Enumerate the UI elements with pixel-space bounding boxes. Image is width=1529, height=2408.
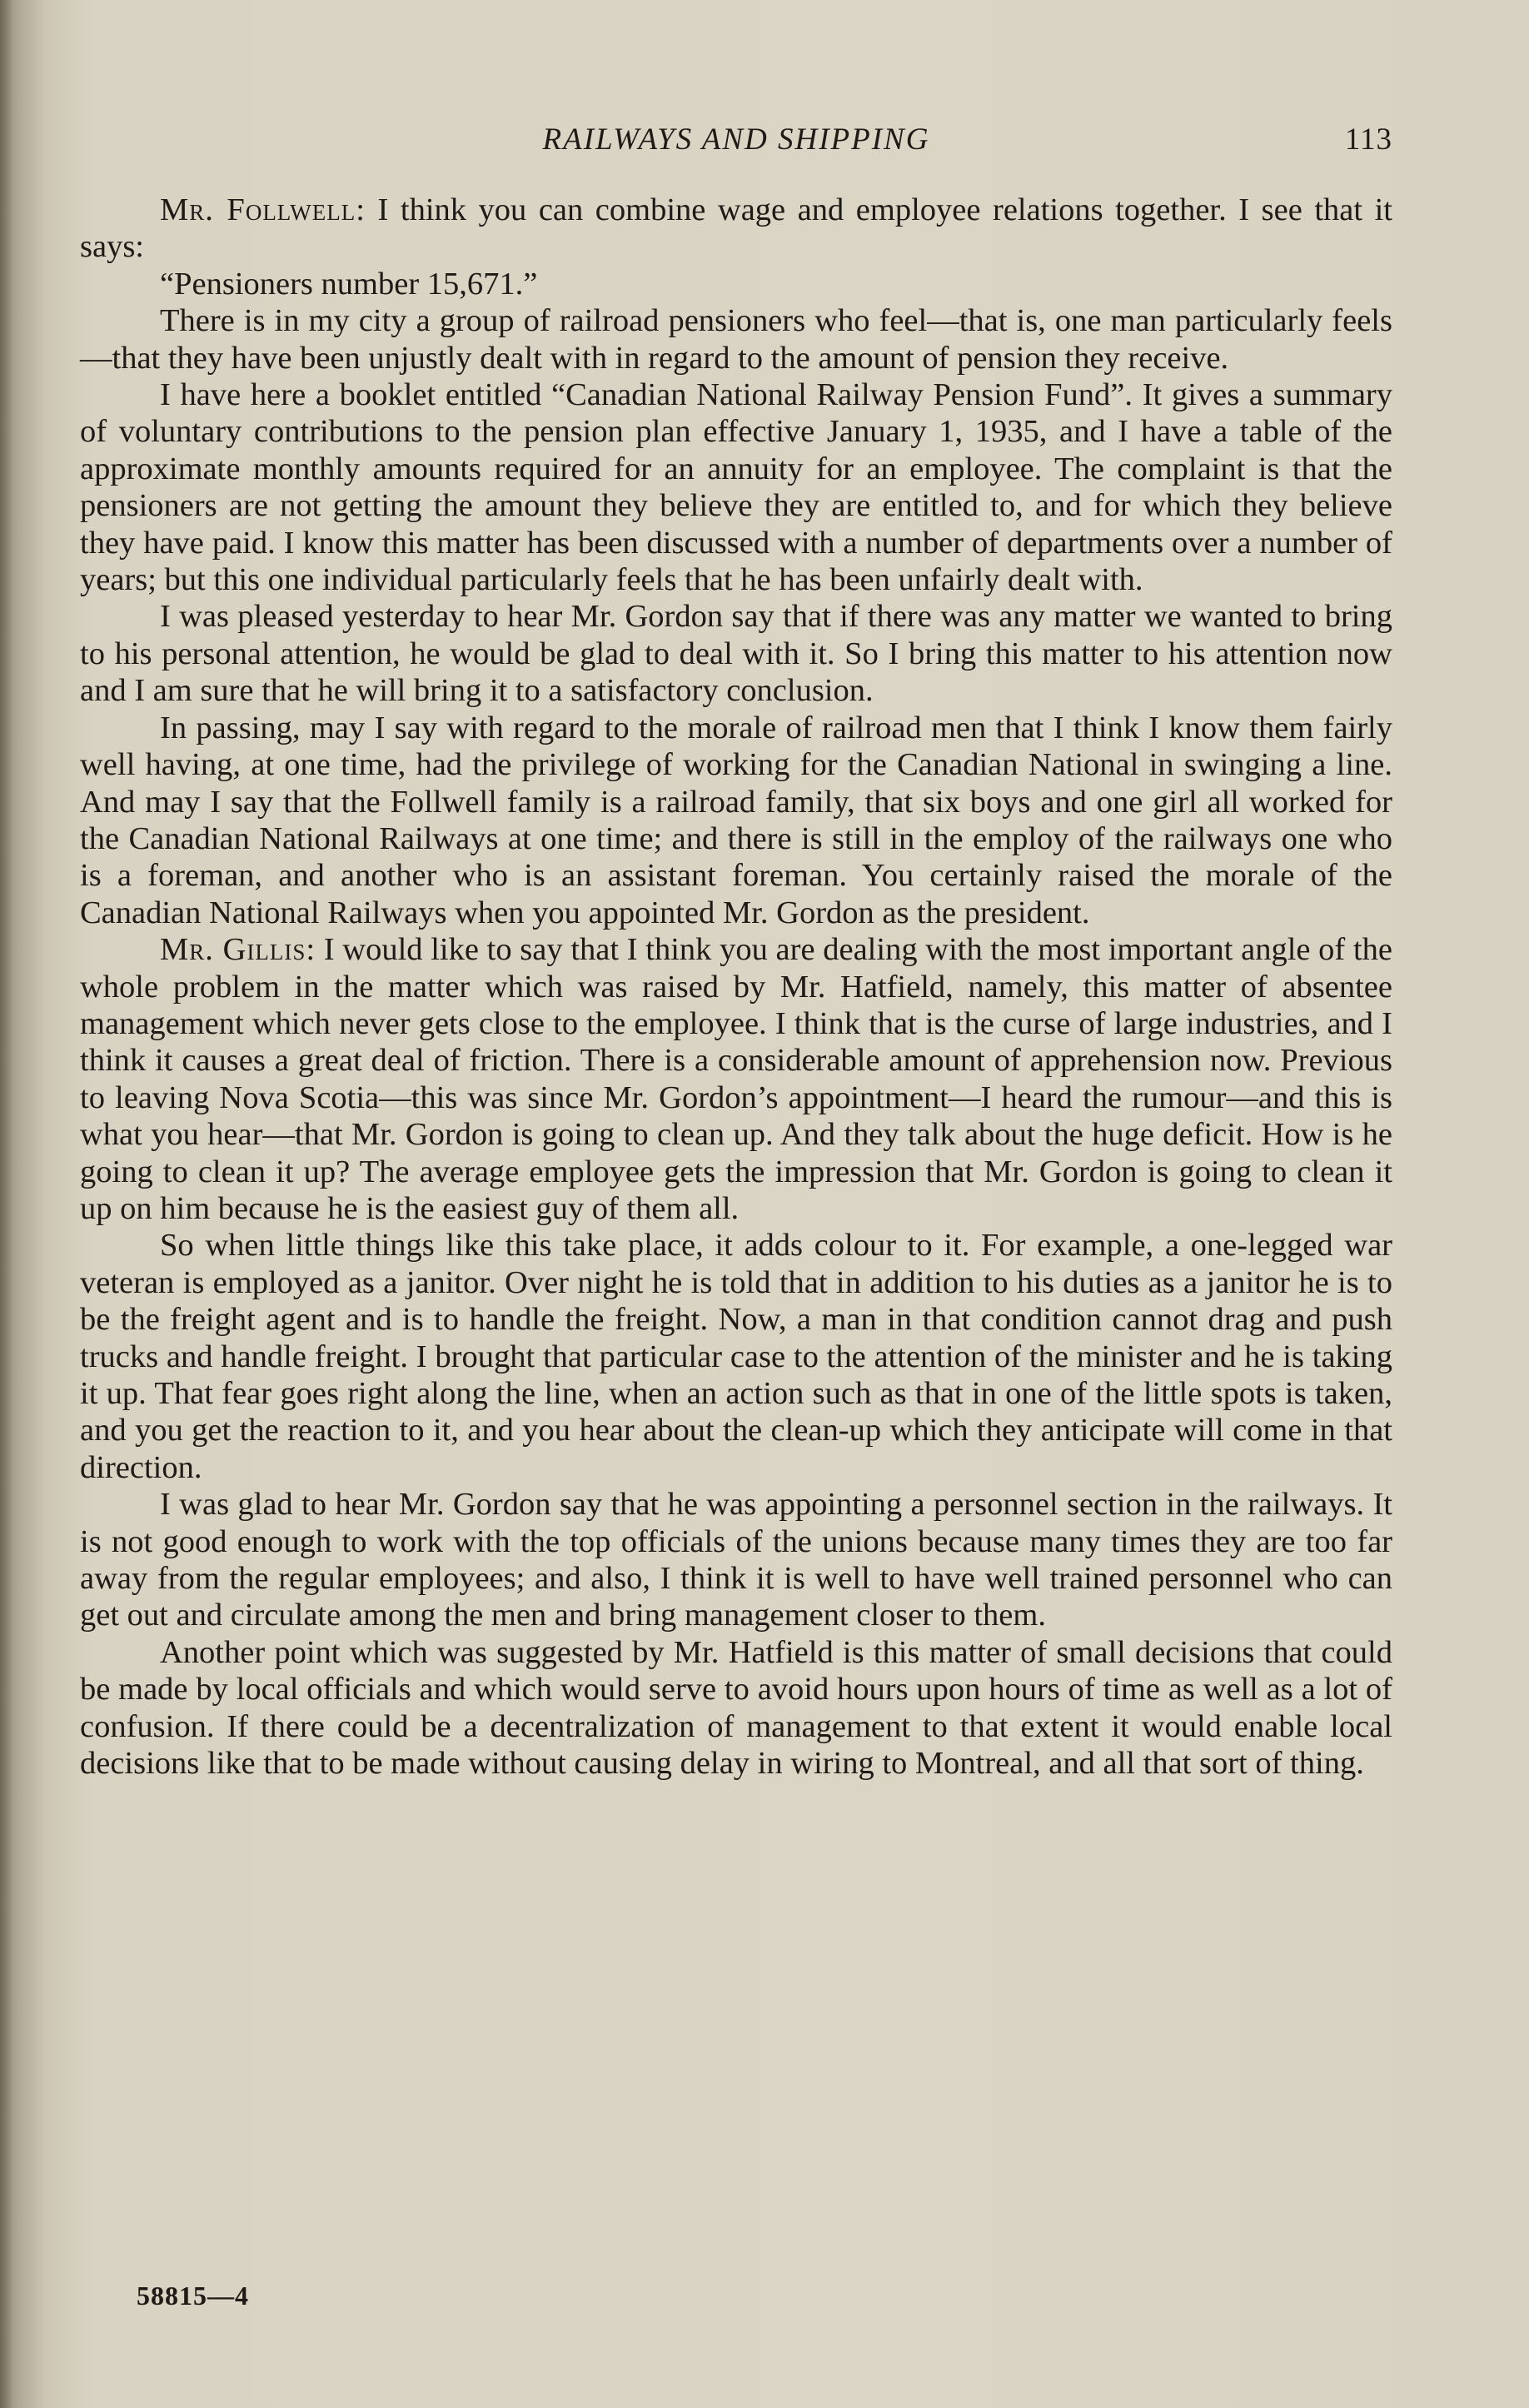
paragraph — [80, 1486, 1392, 1634]
paragraph-text: Another point which was suggested by Mr. Hatfield is this matter of small decisions that could be made by local officials and which would serve to avoid hours upon hours of time as well as a lot of confusion. If there could be a decentralization of management to that extent it would enable local decisions like that to be made without causing delay in wiring to Montreal, and all that sort of thing. — [80, 1634, 1392, 1782]
paragraph-text: In passing, may I say with regard to the morale of railroad men that I think I know them fairly well having, at one time, had the privilege of working for the Canadian National in swinging a line. And may I say that the Follwell family is a railroad family, that six boys and one girl all worked for the Canadian National Railways at one time; and there is still in the employ of the railways one who is a foreman, and another who is an assistant foreman. You certainly raised the morale of the Canadian National Railways when you appointed Mr. Gordon as the president. — [80, 710, 1392, 930]
paragraph-text: “Pensioners number 15,671.” — [160, 266, 538, 302]
paragraph — [80, 931, 1392, 1227]
paragraph — [80, 598, 1392, 709]
paragraph — [80, 302, 1392, 376]
page-number: 113 — [1344, 122, 1392, 157]
paragraph-text: I think you can combine wage and employee relations together. I see that it says: — [80, 192, 1393, 265]
paragraph-text: I would like to say that I think you are dealing with the most important angle of the whole problem in the matter which was raised by Mr. Hatfield, namely, this matter of absentee management which never gets close to the employee. I think that is the curse of large industries, and I think it causes a great deal of friction. There is a considerable amount of apprehension now. Previous to leaving Nova Scotia—this was since Mr. Gordon’s appointment—I heard the rumour—and this is what you hear—that Mr. Gordon is going to clean up. And they talk about the huge deficit. How is he going to clean it up? The average employee gets the impression that Mr. Gordon is going to clean it up on him because he is the easiest guy of them all. — [80, 932, 1392, 1226]
paragraph — [80, 710, 1392, 931]
paragraph-text: So when little things like this take place, it adds colour to it. For example, a one-legged war veteran is employed as a janitor. Over night he is told that in addition to his duties as a janitor he is to be the freight agent and is to handle the freight. Now, a man in that condition cannot drag and push trucks and handle freight. I brought that particular case to the attention of the minister and he is taking it up. That fear goes right along the line, when an action such as that in one of the little spots is taken, and you get the reaction to it, and you hear about the clean-up which they anticipate will come in that direction. — [80, 1228, 1392, 1485]
paragraph — [80, 1634, 1392, 1782]
speaker-name: Mr. Gillis: — [160, 932, 316, 968]
book-binding-edge — [0, 0, 12, 2408]
paragraph-text: I have here a booklet entitled “Canadian National Railway Pension Fund”. It gives a summary of voluntary contributions to the pension plan effective January 1, 1935, and I have a table of the approximate monthly amounts required for an annuity for an employee. The complaint is that the pensioners are not getting the amount they believe they are entitled to, and for which they believe they have paid. I know this matter has been discussed with a number of departments over a number of years; but this one individual particularly feels that he has been unfairly dealt with. — [80, 377, 1392, 598]
page-header — [80, 122, 1392, 162]
paragraph-text: I was pleased yesterday to hear Mr. Gordon say that if there was any matter we wanted to bring to his personal attention, he would be glad to deal with it. So I bring this matter to his attention now and I am sure that he will bring it to a satisfactory conclusion. — [80, 599, 1392, 709]
paragraph-text: There is in my city a group of railroad pensioners who feel—that is, one man particularly feels—that they have been unjustly dealt with in regard to the amount of pension they receive. — [80, 303, 1392, 376]
paragraph-text: I was glad to hear Mr. Gordon say that he was appointing a personnel section in the railways. It is not good enough to work with the top officials of the unions because many times they are too far away from the regular employees; and also, I think it is well to have well trained personnel who can get out and circulate among the men and bring management closer to them. — [80, 1487, 1392, 1633]
speaker-name: Mr. Follwell: — [160, 192, 366, 227]
body-text — [80, 192, 1392, 1782]
running-title: RAILWAYS AND SHIPPING — [542, 122, 930, 157]
paragraph — [80, 1227, 1392, 1486]
paragraph — [80, 192, 1392, 266]
paragraph — [80, 266, 1392, 302]
paragraph — [80, 376, 1392, 598]
printer-signature-mark: 58815—4 — [137, 2281, 249, 2311]
